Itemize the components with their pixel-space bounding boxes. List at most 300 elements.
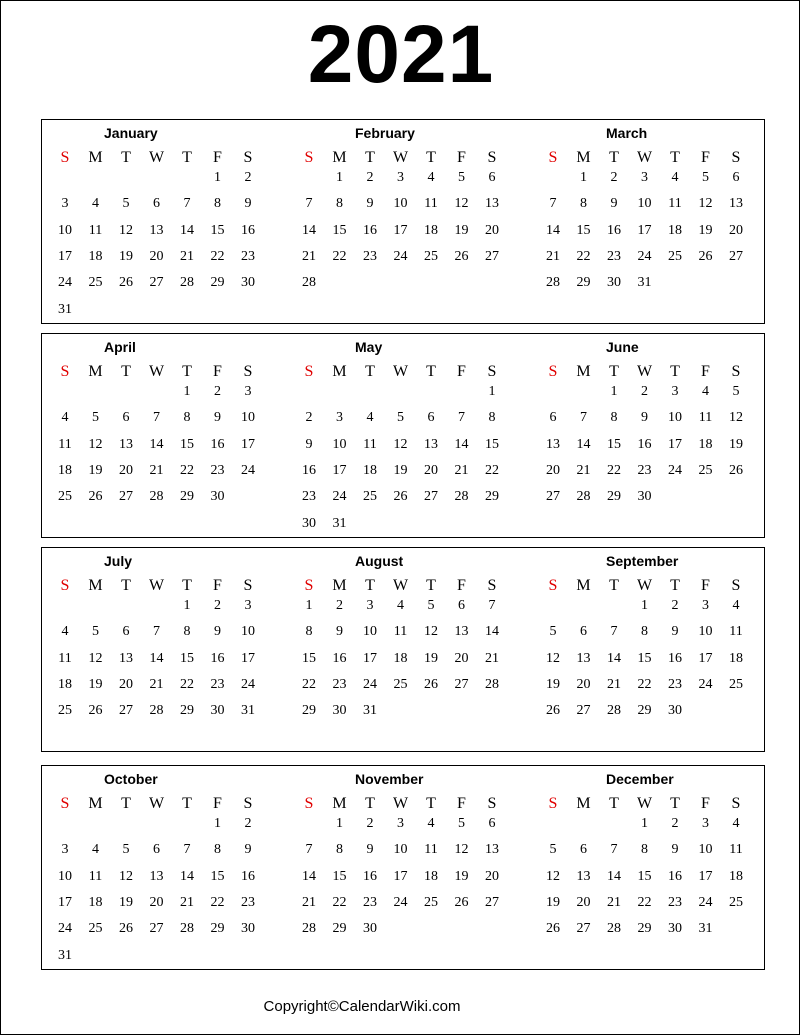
day-cell: 14 bbox=[149, 436, 164, 452]
day-cell: 30 bbox=[668, 703, 682, 719]
day-cell: 13 bbox=[454, 624, 469, 640]
day-cell: 21 bbox=[149, 462, 164, 478]
day-cell: 3 bbox=[397, 170, 404, 185]
weekday-header: M bbox=[576, 363, 591, 380]
day-cell: 6 bbox=[488, 816, 496, 831]
day-cell: 15 bbox=[332, 222, 347, 238]
weekday-header: S bbox=[304, 577, 314, 594]
day-cell: 20 bbox=[576, 676, 591, 692]
day-cell: 2 bbox=[305, 410, 313, 426]
day-cell: 5 bbox=[92, 410, 99, 426]
day-cell: 18 bbox=[363, 462, 377, 478]
day-cell: 23 bbox=[607, 248, 621, 264]
day-cell: 14 bbox=[454, 436, 469, 452]
day-cell: 12 bbox=[729, 410, 743, 426]
weekday-header: S bbox=[243, 577, 253, 594]
day-cell: 5 bbox=[549, 842, 557, 858]
day-cell: 5 bbox=[122, 842, 130, 858]
day-cell: 8 bbox=[336, 196, 343, 212]
day-cell: 11 bbox=[729, 842, 743, 858]
day-cell: 6 bbox=[580, 842, 587, 858]
day-cell: 9 bbox=[305, 436, 313, 452]
day-cell: 19 bbox=[119, 248, 133, 264]
month-name: August bbox=[355, 553, 404, 569]
day-cell: 15 bbox=[576, 222, 591, 238]
day-cell: 29 bbox=[210, 275, 225, 291]
weekday-header: F bbox=[457, 363, 466, 380]
day-cell: 8 bbox=[183, 624, 191, 640]
day-cell: 20 bbox=[149, 894, 164, 910]
weekday-header: T bbox=[426, 795, 436, 812]
day-cell: 23 bbox=[363, 248, 377, 264]
day-cell: 27 bbox=[485, 248, 499, 264]
day-cell: 17 bbox=[58, 894, 72, 910]
day-cell: 9 bbox=[641, 410, 648, 426]
day-cell: 13 bbox=[729, 196, 743, 212]
day-cell: 13 bbox=[119, 436, 133, 452]
day-cell: 11 bbox=[668, 196, 682, 212]
day-cell: 6 bbox=[153, 842, 160, 858]
day-cell: 9 bbox=[610, 196, 618, 212]
day-cell: 15 bbox=[637, 650, 652, 666]
weekday-header: S bbox=[304, 795, 314, 812]
day-cell: 12 bbox=[119, 868, 133, 884]
weekday-header: S bbox=[731, 363, 741, 380]
day-cell: 24 bbox=[241, 676, 255, 692]
day-cell: 14 bbox=[576, 436, 591, 452]
day-cell: 2 bbox=[214, 598, 221, 613]
day-cell: 4 bbox=[366, 410, 374, 426]
day-cell: 19 bbox=[729, 436, 743, 452]
weekday-header: W bbox=[636, 795, 653, 812]
day-cell: 31 bbox=[637, 275, 652, 291]
year-title: 2021 bbox=[307, 9, 495, 100]
day-cell: 13 bbox=[546, 436, 560, 452]
day-cell: 16 bbox=[668, 868, 682, 884]
day-cell: 4 bbox=[702, 384, 709, 399]
day-cell: 26 bbox=[546, 703, 560, 719]
weekday-header: M bbox=[88, 577, 103, 594]
day-cell: 29 bbox=[210, 921, 225, 937]
day-cell: 21 bbox=[485, 650, 499, 666]
day-cell: 22 bbox=[485, 462, 499, 478]
day-cell: 20 bbox=[119, 462, 133, 478]
day-cell: 24 bbox=[332, 489, 347, 505]
day-cell: 5 bbox=[92, 624, 99, 640]
day-cell: 2 bbox=[641, 384, 648, 399]
quarter-row bbox=[41, 333, 765, 538]
day-cell: 23 bbox=[332, 676, 347, 692]
weekday-header: T bbox=[426, 577, 436, 594]
day-cell: 29 bbox=[485, 489, 499, 505]
day-cell: 22 bbox=[210, 248, 225, 264]
day-cell: 22 bbox=[210, 894, 225, 910]
weekday-header: F bbox=[457, 577, 466, 594]
weekday-header: T bbox=[426, 363, 436, 380]
weekday-header: T bbox=[609, 795, 619, 812]
day-cell: 13 bbox=[119, 650, 133, 666]
day-cell: 13 bbox=[576, 868, 591, 884]
day-cell: 22 bbox=[637, 894, 652, 910]
day-cell: 11 bbox=[424, 196, 438, 212]
weekday-header: T bbox=[670, 363, 680, 380]
day-cell: 5 bbox=[458, 816, 465, 831]
day-cell: 12 bbox=[119, 222, 133, 238]
weekday-header: F bbox=[457, 149, 466, 166]
day-cell: 8 bbox=[641, 842, 648, 858]
weekday-header: F bbox=[457, 795, 466, 812]
day-cell: 26 bbox=[729, 462, 743, 478]
day-cell: 15 bbox=[485, 436, 499, 452]
day-cell: 27 bbox=[119, 703, 133, 719]
day-cell: 1 bbox=[641, 598, 648, 613]
day-cell: 27 bbox=[576, 921, 591, 937]
day-cell: 19 bbox=[88, 462, 103, 478]
month-name: May bbox=[355, 339, 383, 355]
day-cell: 9 bbox=[366, 842, 374, 858]
day-cell: 25 bbox=[729, 894, 743, 910]
day-cell: 9 bbox=[671, 842, 679, 858]
day-cell: 29 bbox=[180, 489, 194, 505]
weekday-header: T bbox=[365, 363, 375, 380]
weekday-header: M bbox=[88, 363, 103, 380]
weekday-header: W bbox=[148, 363, 165, 380]
day-cell: 11 bbox=[363, 436, 377, 452]
day-cell: 3 bbox=[61, 842, 69, 858]
day-cell: 24 bbox=[393, 894, 408, 910]
weekday-header: W bbox=[148, 149, 165, 166]
day-cell: 4 bbox=[92, 196, 99, 212]
weekday-header: T bbox=[121, 577, 131, 594]
day-cell: 9 bbox=[366, 196, 374, 212]
day-cell: 3 bbox=[61, 196, 69, 212]
day-cell: 18 bbox=[88, 894, 103, 910]
day-cell: 6 bbox=[153, 196, 160, 212]
day-cell: 24 bbox=[58, 921, 72, 937]
day-cell: 23 bbox=[210, 462, 225, 478]
day-cell: 4 bbox=[61, 410, 69, 426]
day-cell: 7 bbox=[305, 842, 313, 858]
day-cell: 30 bbox=[363, 921, 377, 937]
quarter-row bbox=[41, 547, 765, 752]
day-cell: 22 bbox=[607, 462, 621, 478]
day-cell: 26 bbox=[546, 921, 560, 937]
weekday-header: S bbox=[548, 577, 558, 594]
day-cell: 8 bbox=[488, 410, 496, 426]
day-cell: 18 bbox=[88, 248, 103, 264]
weekday-header: S bbox=[487, 149, 497, 166]
weekday-header: T bbox=[121, 149, 131, 166]
day-cell: 30 bbox=[210, 489, 225, 505]
day-cell: 20 bbox=[149, 248, 164, 264]
day-cell: 11 bbox=[393, 624, 408, 640]
weekday-header: M bbox=[332, 363, 347, 380]
day-cell: 16 bbox=[241, 222, 255, 238]
day-cell: 8 bbox=[183, 410, 191, 426]
day-cell: 14 bbox=[180, 868, 194, 884]
weekday-header: F bbox=[701, 149, 710, 166]
day-cell: 14 bbox=[149, 650, 164, 666]
month-name: November bbox=[355, 771, 424, 787]
day-cell: 12 bbox=[546, 650, 560, 666]
day-cell: 2 bbox=[671, 816, 679, 831]
day-cell: 16 bbox=[302, 462, 316, 478]
day-cell: 23 bbox=[363, 894, 377, 910]
day-cell: 5 bbox=[122, 196, 130, 212]
day-cell: 11 bbox=[729, 624, 743, 640]
day-cell: 13 bbox=[424, 436, 438, 452]
weekday-header: S bbox=[243, 363, 253, 380]
weekday-header: T bbox=[121, 363, 131, 380]
day-cell: 14 bbox=[607, 868, 621, 884]
weekday-header: T bbox=[609, 149, 619, 166]
weekday-header: F bbox=[701, 577, 710, 594]
day-cell: 31 bbox=[58, 947, 72, 963]
day-cell: 29 bbox=[302, 703, 316, 719]
day-cell: 21 bbox=[607, 676, 621, 692]
day-cell: 10 bbox=[698, 624, 713, 640]
day-cell: 31 bbox=[241, 703, 255, 719]
day-cell: 8 bbox=[305, 624, 313, 640]
day-cell: 25 bbox=[363, 489, 377, 505]
day-cell: 19 bbox=[454, 868, 469, 884]
day-cell: 17 bbox=[393, 868, 408, 884]
month-name: September bbox=[606, 553, 679, 569]
day-cell: 25 bbox=[88, 921, 103, 937]
day-cell: 30 bbox=[210, 703, 225, 719]
day-cell: 1 bbox=[641, 816, 648, 831]
day-cell: 9 bbox=[214, 624, 221, 640]
day-cell: 21 bbox=[180, 248, 194, 264]
day-cell: 13 bbox=[576, 650, 591, 666]
day-cell: 20 bbox=[576, 894, 591, 910]
day-cell: 15 bbox=[210, 868, 225, 884]
day-cell: 27 bbox=[454, 676, 469, 692]
day-cell: 25 bbox=[424, 894, 438, 910]
day-cell: 23 bbox=[668, 894, 682, 910]
weekday-header: W bbox=[636, 149, 653, 166]
weekday-header: M bbox=[332, 577, 347, 594]
day-cell: 11 bbox=[88, 222, 103, 238]
day-cell: 8 bbox=[214, 196, 221, 212]
day-cell: 2 bbox=[366, 170, 374, 185]
day-cell: 6 bbox=[580, 624, 587, 640]
weekday-header: T bbox=[365, 149, 375, 166]
day-cell: 5 bbox=[458, 170, 465, 185]
day-cell: 12 bbox=[454, 196, 469, 212]
weekday-header: S bbox=[548, 149, 558, 166]
day-cell: 29 bbox=[180, 703, 194, 719]
day-cell: 18 bbox=[58, 676, 72, 692]
day-cell: 3 bbox=[641, 170, 648, 185]
day-cell: 17 bbox=[241, 650, 255, 666]
day-cell: 14 bbox=[302, 868, 316, 884]
day-cell: 26 bbox=[454, 894, 469, 910]
weekday-header: M bbox=[332, 795, 347, 812]
day-cell: 20 bbox=[485, 222, 499, 238]
weekday-header: W bbox=[392, 149, 409, 166]
day-cell: 10 bbox=[637, 196, 652, 212]
weekday-header: S bbox=[731, 577, 741, 594]
day-cell: 11 bbox=[698, 410, 713, 426]
day-cell: 27 bbox=[546, 489, 560, 505]
day-cell: 18 bbox=[729, 868, 743, 884]
day-cell: 27 bbox=[424, 489, 438, 505]
day-cell: 1 bbox=[305, 598, 313, 613]
day-cell: 17 bbox=[363, 650, 377, 666]
day-cell: 12 bbox=[88, 436, 103, 452]
weekday-header: W bbox=[148, 795, 165, 812]
day-cell: 16 bbox=[363, 868, 377, 884]
day-cell: 19 bbox=[119, 894, 133, 910]
day-cell: 30 bbox=[241, 921, 255, 937]
day-cell: 10 bbox=[363, 624, 377, 640]
day-cell: 1 bbox=[183, 598, 191, 613]
weekday-header: T bbox=[182, 149, 192, 166]
day-cell: 30 bbox=[241, 275, 255, 291]
day-cell: 28 bbox=[485, 676, 499, 692]
weekday-header: S bbox=[487, 363, 497, 380]
weekday-header: W bbox=[392, 363, 409, 380]
day-cell: 3 bbox=[244, 384, 252, 399]
weekday-header: S bbox=[60, 795, 70, 812]
day-cell: 31 bbox=[698, 921, 713, 937]
day-cell: 15 bbox=[180, 650, 194, 666]
day-cell: 28 bbox=[149, 489, 164, 505]
day-cell: 29 bbox=[576, 275, 591, 291]
day-cell: 10 bbox=[393, 842, 408, 858]
day-cell: 12 bbox=[424, 624, 438, 640]
weekday-header: F bbox=[701, 363, 710, 380]
day-cell: 21 bbox=[302, 894, 316, 910]
weekday-header: F bbox=[701, 795, 710, 812]
day-cell: 16 bbox=[637, 436, 652, 452]
day-cell: 7 bbox=[458, 410, 465, 426]
day-cell: 13 bbox=[485, 842, 499, 858]
day-cell: 13 bbox=[149, 222, 164, 238]
day-cell: 24 bbox=[698, 894, 713, 910]
day-cell: 26 bbox=[393, 489, 408, 505]
day-cell: 7 bbox=[183, 196, 191, 212]
weekday-header: T bbox=[609, 363, 619, 380]
weekday-header: F bbox=[213, 795, 222, 812]
day-cell: 25 bbox=[58, 489, 72, 505]
day-cell: 24 bbox=[393, 248, 408, 264]
day-cell: 29 bbox=[637, 921, 652, 937]
day-cell: 17 bbox=[393, 222, 408, 238]
day-cell: 25 bbox=[58, 703, 72, 719]
day-cell: 14 bbox=[485, 624, 499, 640]
weekday-header: S bbox=[548, 363, 558, 380]
quarter-row bbox=[41, 119, 765, 324]
day-cell: 1 bbox=[183, 384, 191, 399]
day-cell: 25 bbox=[668, 248, 682, 264]
day-cell: 15 bbox=[332, 868, 347, 884]
day-cell: 14 bbox=[607, 650, 621, 666]
day-cell: 10 bbox=[58, 868, 72, 884]
day-cell: 31 bbox=[363, 703, 377, 719]
day-cell: 8 bbox=[610, 410, 618, 426]
day-cell: 25 bbox=[698, 462, 713, 478]
day-cell: 3 bbox=[671, 384, 679, 399]
day-cell: 3 bbox=[702, 816, 709, 831]
weekday-header: F bbox=[213, 363, 222, 380]
day-cell: 22 bbox=[180, 676, 194, 692]
day-cell: 28 bbox=[607, 703, 621, 719]
weekday-header: S bbox=[243, 795, 253, 812]
day-cell: 15 bbox=[607, 436, 621, 452]
day-cell: 22 bbox=[576, 248, 591, 264]
weekday-header: S bbox=[60, 577, 70, 594]
day-cell: 7 bbox=[580, 410, 587, 426]
weekday-header: F bbox=[213, 149, 222, 166]
day-cell: 4 bbox=[427, 170, 435, 185]
day-cell: 7 bbox=[549, 196, 557, 212]
day-cell: 15 bbox=[210, 222, 225, 238]
day-cell: 19 bbox=[88, 676, 103, 692]
day-cell: 12 bbox=[698, 196, 713, 212]
day-cell: 30 bbox=[668, 921, 682, 937]
month-name: April bbox=[104, 339, 136, 355]
day-cell: 28 bbox=[454, 489, 469, 505]
day-cell: 10 bbox=[332, 436, 347, 452]
day-cell: 6 bbox=[549, 410, 557, 426]
weekday-header: S bbox=[487, 795, 497, 812]
day-cell: 9 bbox=[671, 624, 679, 640]
day-cell: 27 bbox=[119, 489, 133, 505]
day-cell: 16 bbox=[363, 222, 377, 238]
day-cell: 13 bbox=[485, 196, 499, 212]
day-cell: 9 bbox=[336, 624, 343, 640]
day-cell: 18 bbox=[424, 868, 438, 884]
day-cell: 28 bbox=[180, 921, 194, 937]
day-cell: 24 bbox=[363, 676, 377, 692]
day-cell: 30 bbox=[332, 703, 347, 719]
day-cell: 8 bbox=[641, 624, 648, 640]
day-cell: 28 bbox=[149, 703, 164, 719]
weekday-header: M bbox=[576, 149, 591, 166]
day-cell: 14 bbox=[302, 222, 316, 238]
weekday-header: W bbox=[148, 577, 165, 594]
day-cell: 23 bbox=[210, 676, 225, 692]
day-cell: 22 bbox=[637, 676, 652, 692]
day-cell: 7 bbox=[305, 196, 313, 212]
day-cell: 6 bbox=[732, 170, 740, 185]
day-cell: 10 bbox=[241, 410, 255, 426]
day-cell: 23 bbox=[637, 462, 652, 478]
weekday-header: M bbox=[576, 577, 591, 594]
day-cell: 26 bbox=[88, 489, 103, 505]
day-cell: 24 bbox=[668, 462, 682, 478]
day-cell: 1 bbox=[610, 384, 618, 399]
day-cell: 7 bbox=[153, 410, 160, 426]
day-cell: 5 bbox=[427, 598, 435, 613]
day-cell: 27 bbox=[729, 248, 743, 264]
day-cell: 6 bbox=[122, 410, 130, 426]
day-cell: 11 bbox=[58, 436, 72, 452]
day-cell: 4 bbox=[732, 598, 740, 613]
weekday-header: W bbox=[392, 577, 409, 594]
day-cell: 28 bbox=[576, 489, 591, 505]
day-cell: 22 bbox=[302, 676, 316, 692]
day-cell: 17 bbox=[698, 868, 713, 884]
day-cell: 10 bbox=[668, 410, 682, 426]
day-cell: 29 bbox=[332, 921, 347, 937]
day-cell: 26 bbox=[119, 921, 133, 937]
day-cell: 3 bbox=[366, 598, 374, 613]
day-cell: 5 bbox=[549, 624, 557, 640]
day-cell: 5 bbox=[702, 170, 709, 185]
